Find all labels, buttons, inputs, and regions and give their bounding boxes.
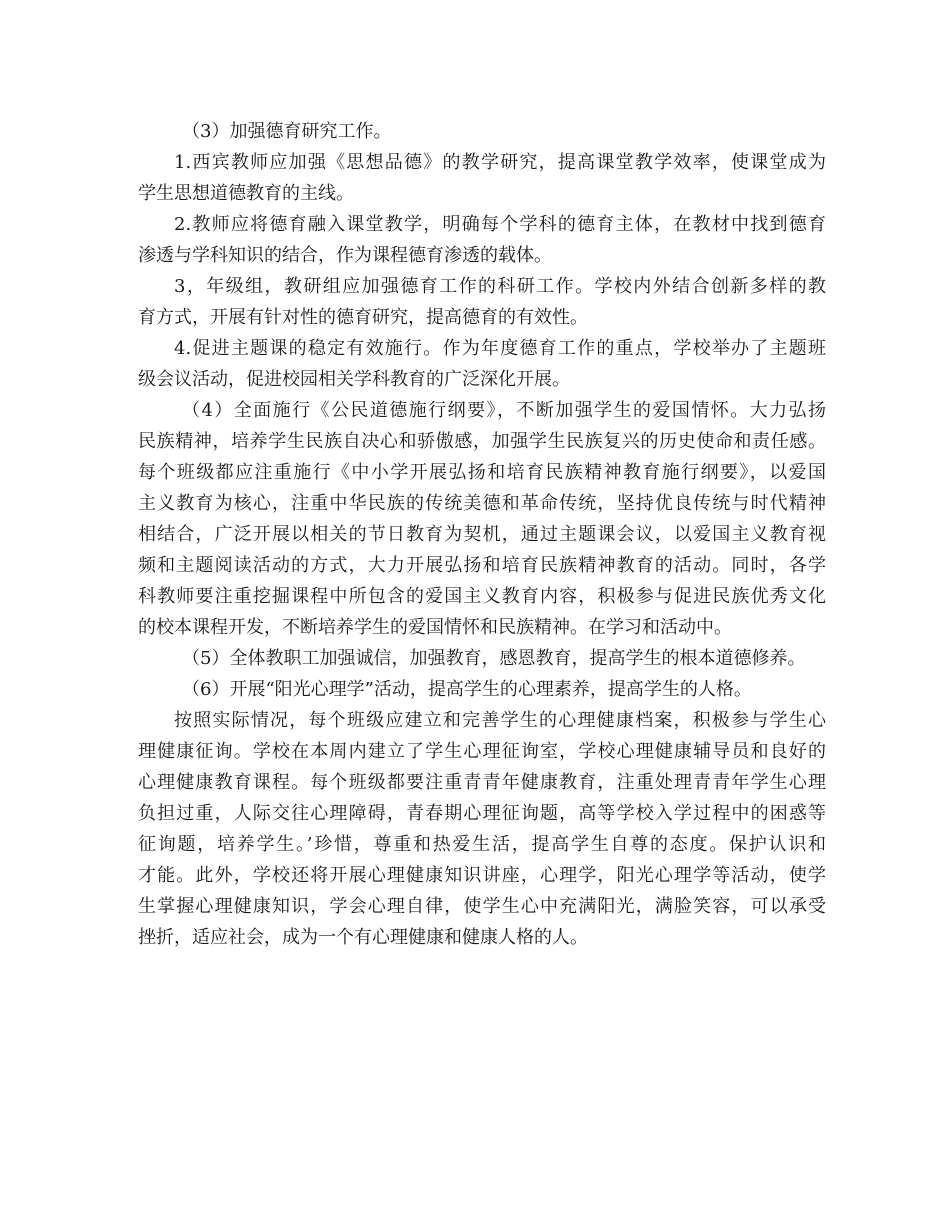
- document-body: [138, 116, 826, 953]
- text-line: 2.教师应将德育融入课堂教学，明确每个学科的德育主体，在教材中找到德育: [174, 214, 826, 235]
- text-line: （5）全体教职工加强诚信，加强教育，感恩教育，提高学生的根本道德修养。: [182, 648, 806, 669]
- text-line: 3，年级组，教研组应加强德育工作的科研工作。学校内外结合创新多样的教: [174, 276, 826, 297]
- text-line: （6）开展“阳光心理学”活动，提高学生的心理素养，提高学生的人格。: [182, 679, 752, 700]
- text-line: 渗透与学科知识的结合，作为课程德育渗透的载体。: [138, 245, 552, 266]
- text-line: 的校本课程开发，不断培养学生的爱国情怀和民族精神。在学习和活动中。: [138, 617, 732, 638]
- text-line: 科教师要注重挖掘课程中所包含的爱国主义教育内容，积极参与促进民族优秀文化: [138, 586, 826, 607]
- text-line: 生掌握心理健康知识，学会心理自律，使学生心中充满阳光，满脸笑容，可以承受: [138, 896, 826, 917]
- text-line: 理健康征询。学校在本周内建立了学生心理征询室，学校心理健康辅导员和良好的: [138, 741, 826, 762]
- text-line: 才能。此外，学校还将开展心理健康知识讲座，心理学，阳光心理学等活动，使学: [138, 865, 826, 886]
- text-line: （4）全面施行《公民道德施行纲要》，不断加强学生的爱国情怀。大力弘扬: [182, 400, 826, 421]
- text-line: 学生思想道德教育的主线。: [138, 183, 354, 204]
- text-line: 按照实际情况，每个班级应建立和完善学生的心理健康档案，积极参与学生心: [174, 710, 826, 731]
- text-line: 负担过重，人际交往心理障碍，青春期心理征询题，高等学校入学过程中的困惑等: [138, 803, 826, 824]
- text-line: 频和主题阅读活动的方式，大力开展弘扬和培育民族精神教育的活动。同时，各学: [138, 555, 826, 576]
- text-line: 级会议活动，促进校园相关学科教育的广泛深化开展。: [138, 369, 570, 390]
- text-line: （3）加强德育研究工作。: [182, 121, 392, 142]
- text-line: 挫折，适应社会，成为一个有心理健康和健康人格的人。: [138, 927, 588, 948]
- text-line: 民族精神，培养学生民族自决心和骄傲感，加强学生民族复兴的历史使命和责任感。: [138, 431, 826, 452]
- text-line: 征询题，培养学生。’珍惜，尊重和热爱生活，提高学生自尊的态度。保护认识和: [138, 834, 826, 855]
- text-line: 主义教育为核心，注重中华民族的传统美德和革命传统，坚持优良传统与时代精神: [138, 493, 826, 514]
- text-line: 育方式，开展有针对性的德育研究，提高德育的有效性。: [138, 307, 588, 328]
- text-line: 心理健康教育课程。每个班级都要注重青青年健康教育，注重处理青青年学生心理: [138, 772, 826, 793]
- text-line: 4.促进主题课的稳定有效施行。作为年度德育工作的重点，学校举办了主题班: [174, 338, 826, 359]
- text-line: 每个班级都应注重施行《中小学开展弘扬和培育民族精神教育施行纲要》，以爱国: [138, 462, 826, 483]
- text-line: 1.西宾教师应加强《思想品德》的教学研究，提高课堂教学效率，使课堂成为: [174, 152, 826, 173]
- text-line: 相结合，广泛开展以相关的节日教育为契机，通过主题课会议，以爱国主义教育视: [138, 524, 826, 545]
